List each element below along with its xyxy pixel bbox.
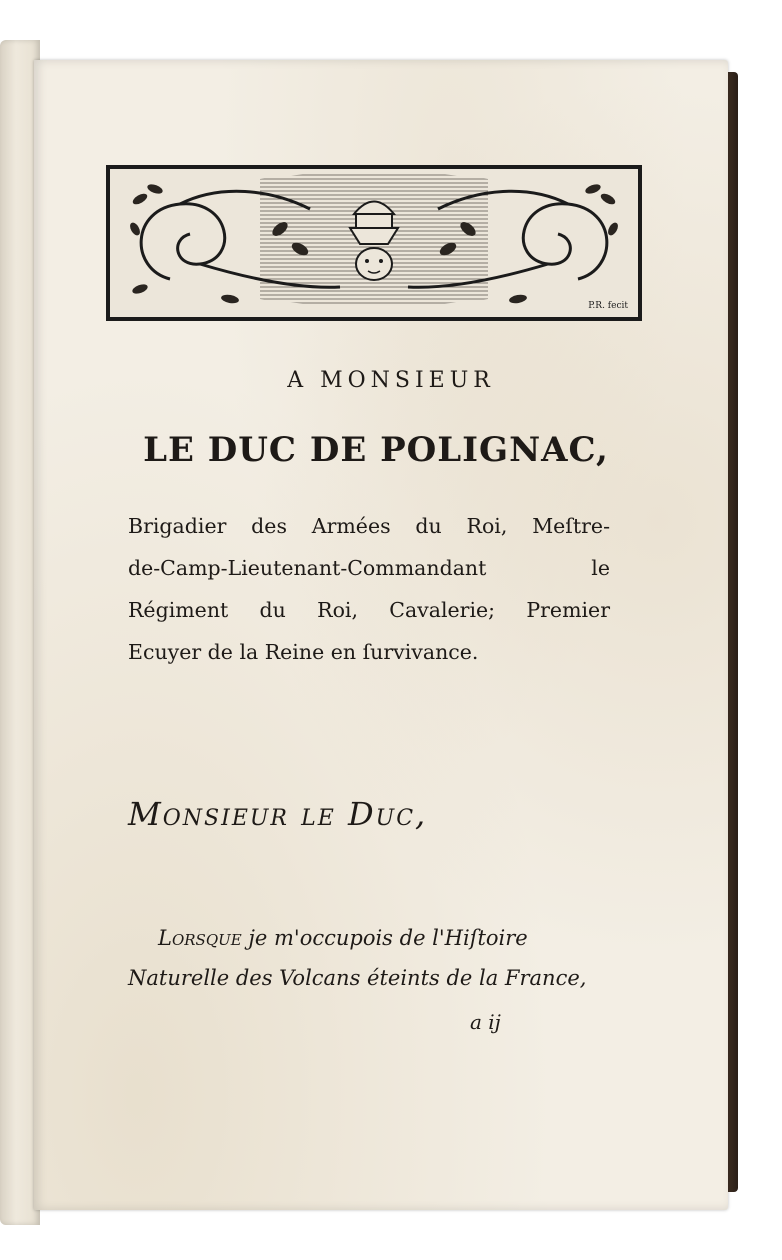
salutation: Monsieur le Duc,: [128, 795, 428, 833]
dedicatee-title-line: Brigadier des Armées du Roi, Meſtre-: [128, 514, 610, 538]
paragraph-line-1: [158, 926, 608, 950]
headpiece-ornament: [106, 165, 642, 321]
signature-mark: a ij: [470, 1010, 501, 1034]
dedicatee-title-line: Ecuyer de la Reine en ſurvivance.: [128, 640, 479, 664]
dedicatee-title-line: Régiment du Roi, Cavalerie; Premier: [128, 598, 610, 622]
dedication-heading-line2: LE DUC DE POLIGNAC,: [143, 430, 609, 470]
ornament-engraving: [110, 169, 638, 317]
paragraph-line-1-rest: je m'occupois de l'Hiſtoire: [248, 926, 528, 950]
dedicatee-title-line: de-Camp-Lieutenant-Commandant le: [128, 556, 610, 580]
paragraph-line-2: Naturelle des Volcans éteints de la France,: [128, 966, 587, 990]
paragraph-lead-word: Lorsque: [158, 926, 242, 950]
dedication-heading-line1: A MONSIEUR: [287, 368, 495, 393]
engraver-signature: P.R. fecit: [588, 301, 628, 311]
